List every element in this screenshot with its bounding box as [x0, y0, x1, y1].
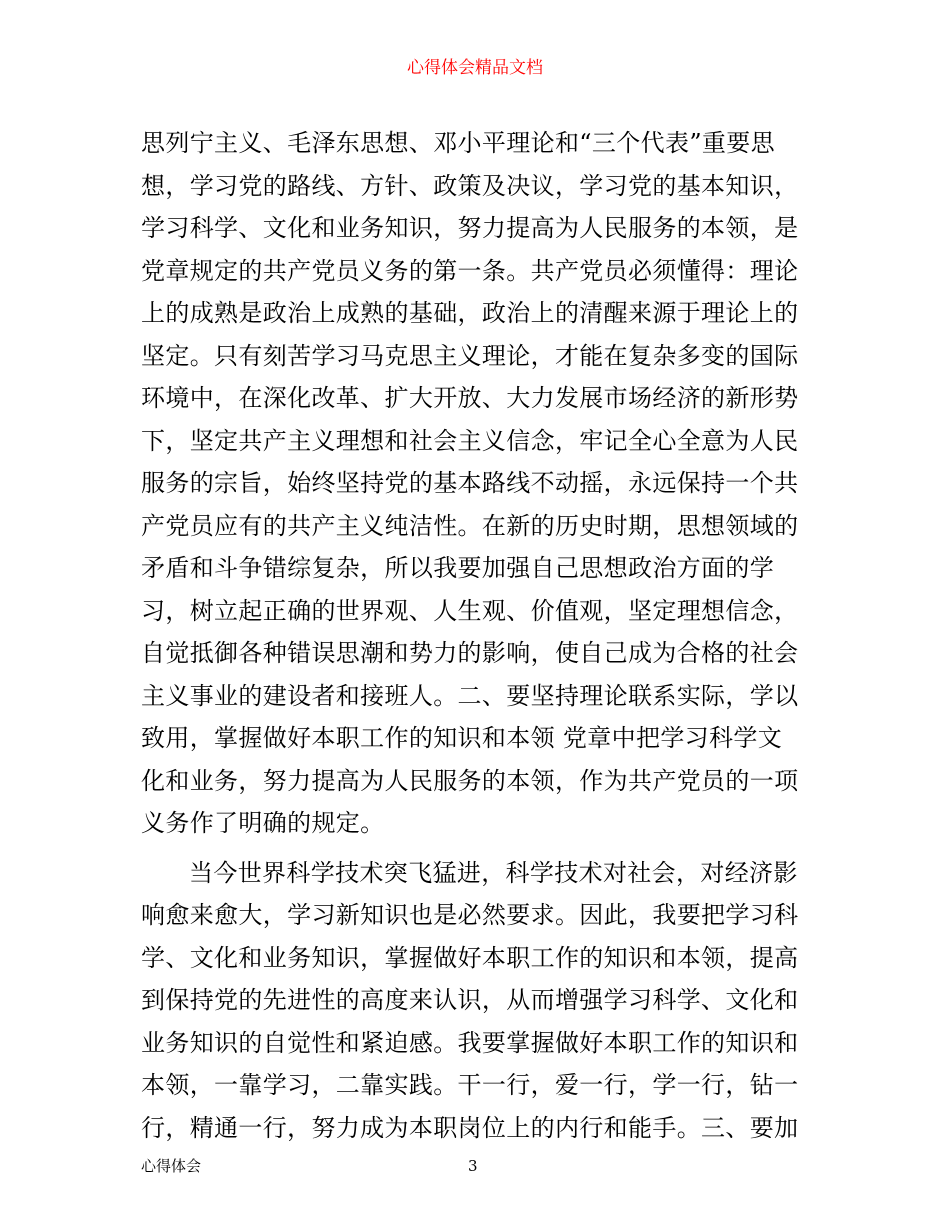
- paragraph-1-line: 化和业务，努力提高为人民服务的本领，作为共产党员的一项: [141, 766, 799, 795]
- document-header-title: 心得体会精品文档: [407, 58, 543, 78]
- page-number: 3: [468, 1157, 478, 1175]
- paragraph-1-line: 习，树立起正确的世界观、人生观、价值观，坚定理想信念，: [141, 596, 799, 625]
- paragraph-1-line: 义务作了明确的规定。: [141, 809, 385, 837]
- paragraph-1-line: 环境中，在深化改革、扩大开放、大力发展市场经济的新形势: [141, 384, 799, 412]
- paragraph-1-line: 思列宁主义、毛泽东思想、邓小平理论和“三个代表”重要思: [141, 129, 775, 157]
- paragraph-1-line: 党章规定的共产党员义务的第一条。共产党员必须懂得：理论: [141, 256, 799, 285]
- paragraph-2-line: 到保持党的先进性的高度来认识，从而增强学习科学、文化和: [141, 986, 799, 1014]
- paragraph-1-line: 致用，掌握做好本职工作的知识和本领 党章中把学习科学文: [141, 724, 783, 752]
- paragraph-1-line: 上的成熟是政治上成熟的基础，政治上的清醒来源于理论上的: [141, 299, 799, 327]
- paragraph-2-first-line: 当今世界科学技术突飞猛进，科学技术对社会，对经济影: [189, 858, 798, 887]
- paragraph-1-line: 想，学习党的路线、方针、政策及决议，学习党的基本知识，: [141, 171, 799, 200]
- paragraph-1-line: 服务的宗旨，始终坚持党的基本路线不动摇，永远保持一个共: [141, 469, 799, 497]
- paragraph-2-line: 行，精通一行，努力成为本职岗位上的内行和能手。三、要加: [141, 1113, 799, 1142]
- paragraph-1-line: 矛盾和斗争错综复杂，所以我要加强自己思想政治方面的学: [141, 554, 775, 582]
- document-body: [141, 122, 821, 1149]
- paragraph-1-line: 主义事业的建设者和接班人。二、要坚持理论联系实际，学以: [141, 681, 799, 710]
- paragraph-1-line: 产党员应有的共产主义纯洁性。在新的历史时期，思想领域的: [141, 511, 799, 540]
- footer-label: 心得体会: [141, 1157, 202, 1175]
- paragraph-2-line: 学、文化和业务知识，掌握做好本职工作的知识和本领，提高: [141, 943, 799, 972]
- paragraph-1-line: 坚定。只有刻苦学习马克思主义理论，才能在复杂多变的国际: [141, 341, 799, 370]
- paragraph-1-line: 自觉抵御各种错误思潮和势力的影响，使自己成为合格的社会: [141, 639, 799, 667]
- paragraph-2-line: 响愈来愈大，学习新知识也是必然要求。因此，我要把学习科: [141, 901, 799, 929]
- paragraph-1-line: 下，坚定共产主义理想和社会主义信念，牢记全心全意为人民: [141, 426, 799, 455]
- paragraph-spacer: [141, 845, 821, 852]
- paragraph-2-line: 业务知识的自觉性和紧迫感。我要掌握做好本职工作的知识和: [141, 1028, 799, 1057]
- paragraph-1-line: 学习科学、文化和业务知识，努力提高为人民服务的本领，是: [141, 214, 799, 242]
- paragraph-2-line: 本领，一靠学习，二靠实践。干一行，爱一行，学一行，钻一: [141, 1071, 799, 1099]
